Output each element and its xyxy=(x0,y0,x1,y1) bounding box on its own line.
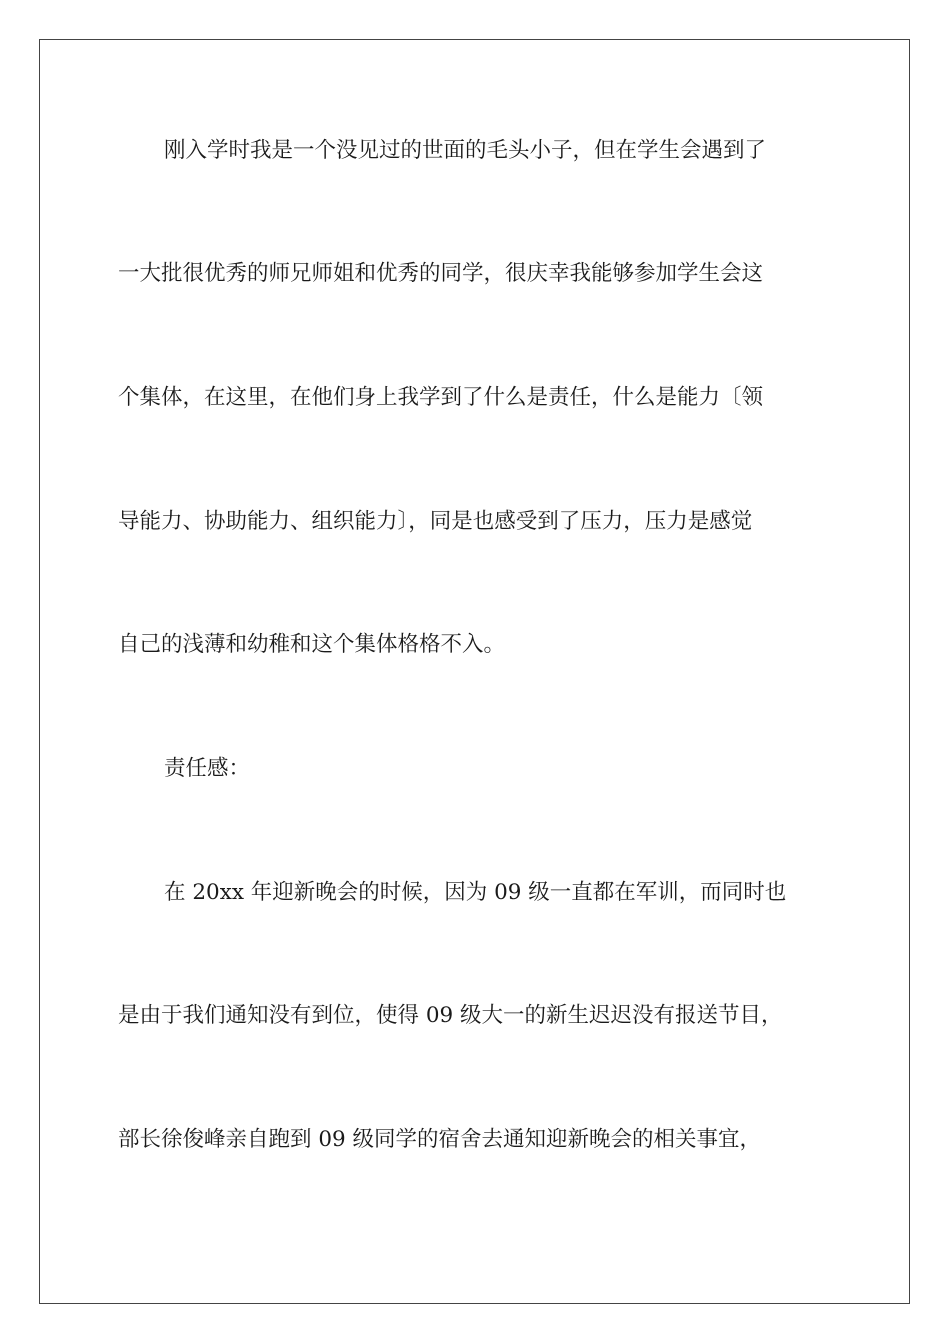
paragraph-line-1: 刚入学时我是一个没见过的世面的毛头小子，但在学生会遇到了 xyxy=(164,138,767,163)
paragraph-line-7: 是由于我们通知没有到位，使得 09 级大一的新生迟迟没有报送节目， xyxy=(118,1003,783,1028)
page-border xyxy=(39,39,910,1304)
paragraph-line-6: 在 20xx 年迎新晚会的时候，因为 09 级一直都在军训，而同时也 xyxy=(164,880,787,905)
paragraph-line-5: 自己的浅薄和幼稚和这个集体格格不入。 xyxy=(118,632,506,657)
paragraph-line-4: 导能力、协助能力、组织能力〕，同是也感受到了压力，压力是感觉 xyxy=(118,509,753,534)
paragraph-line-2: 一大批很优秀的师兄师姐和优秀的同学，很庆幸我能够参加学生会这 xyxy=(118,261,764,286)
paragraph-line-8: 部长徐俊峰亲自跑到 09 级同学的宿舍去通知迎新晚会的相关事宜， xyxy=(118,1127,762,1152)
section-heading: 责任感： xyxy=(164,756,251,781)
paragraph-line-3: 个集体，在这里，在他们身上我学到了什么是责任，什么是能力〔领 xyxy=(118,385,764,410)
